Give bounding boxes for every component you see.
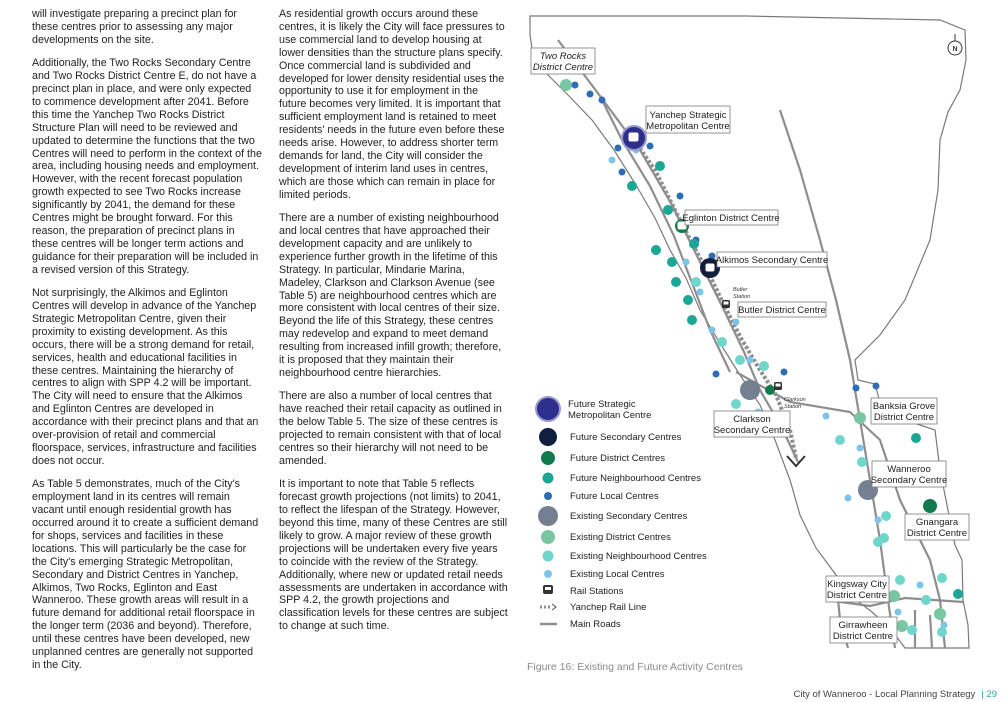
paragraph: As residential growth occurs around these centres, it is likely the City will face pressures to use commercial land to develop housing at lower densities than the structure plans specify. Once commercial land is subdivided and developed for lower density residential uses the opportunity to use it for employment in the future becomes very limited. It is important that sufficient employment land is retained to meet residents' needs in the future even before these needs arise. However, to address shorter term demands for land, the City will consider the development of interim land uses in centres, which are those which can remain in place for limited periods. — [279, 8, 505, 201]
activity-centres-map — [522, 10, 1002, 660]
legend-rail-stations — [543, 585, 624, 597]
svg-text:Future District Centres: Future District Centres — [570, 453, 666, 464]
svg-text:District Centre: District Centre — [532, 62, 594, 73]
legend-future-neighbourhood — [543, 473, 702, 485]
paragraph: There are a number of existing neighbourhood and local centres that have approached their development capacity and are unlikely to experience further growth in the lifetime of this Strategy. In particular, Mindarie Marina, Madeley, Clarkson and Clarkson Avenue (see Table 5) are neighbourhood centres which are more consistent with local centres of their size. Beyond the life of this Strategy, these centres may redevelop and expand to meet demand resulting from increased infill growth; therefore, it is proposed that they maintain their neighbourhood centre hierarchies. — [279, 212, 502, 379]
legend-existing-district — [541, 530, 671, 544]
paragraph: It is important to note that Table 5 reflects forecast growth projections (not limits) to 2041, to reflect the lifespan of the Strategy. However, beyond this time, many of these Centres are still likely to grow. A major review of these growth projections will be undertaken every five years to coincide with the review of the Strategy. Additionally, where new or updated retail needs assessments are undertaken in accordance with SPP 4.2, the growth projections and classification levels for these centres are subject to change at such time. — [279, 478, 508, 633]
svg-text:Future Secondary Centres: Future Secondary Centres — [570, 432, 682, 443]
legend-future-district — [541, 451, 665, 465]
svg-text:Rail Stations: Rail Stations — [570, 586, 624, 597]
svg-text:Girrawheen: Girrawheen — [838, 620, 888, 631]
svg-text:Kingsway City: Kingsway City — [827, 579, 887, 590]
svg-text:Butler District Centre: Butler District Centre — [738, 305, 826, 316]
svg-text:Clarkson: Clarkson — [733, 414, 771, 425]
map-legend — [536, 397, 707, 630]
svg-text:Future Local Centres: Future Local Centres — [570, 491, 659, 502]
page-number: | 29 — [981, 689, 997, 700]
text-column-right — [279, 8, 508, 644]
legend-main-roads — [540, 619, 621, 630]
svg-text:District Centre: District Centre — [832, 631, 894, 642]
footer-title: City of Wanneroo - Local Planning Strategy — [793, 689, 976, 700]
label-girrawheen — [830, 617, 897, 643]
svg-text:Future Strategic: Future Strategic — [568, 399, 636, 410]
station-label-butler — [733, 287, 750, 300]
svg-text:Station: Station — [733, 294, 751, 300]
legend-existing-local — [544, 569, 665, 580]
svg-text:Existing Secondary Centres: Existing Secondary Centres — [570, 511, 688, 522]
svg-text:Wanneroo: Wanneroo — [887, 464, 931, 475]
label-gnangara — [905, 514, 969, 540]
svg-text:Station: Station — [784, 404, 802, 410]
paragraph: There are also a number of local centres that have reached their retail capacity as outlined in the below Table 5. The size of these centres is projected to remain consistent with that of local centres so their hierarchy will not need to be amended. — [279, 390, 502, 467]
svg-text:Clarkson: Clarkson — [784, 397, 806, 403]
text-column-left — [32, 8, 262, 682]
svg-text:District Centre: District Centre — [826, 590, 888, 601]
svg-text:Existing Neighbourhood Centres: Existing Neighbourhood Centres — [570, 551, 707, 562]
label-banksia-grove — [871, 398, 937, 424]
svg-text:Existing Local Centres: Existing Local Centres — [570, 569, 665, 580]
north-arrow-icon — [948, 34, 962, 55]
svg-text:Existing District Centres: Existing District Centres — [570, 532, 671, 543]
paragraph: Not surprisingly, the Alkimos and Eglinton Centres will develop in advance of the Yanchep Strategic Metropolitan Centre, given their proximity to existing development. As this occurs, there will be a strong demand for retail, services, health and educational facilities in these centres. Maintaining the hierarchy of centres to align with SPP 4.2 will be important. The City will need to ensure that the Alkimos and Eglinton Centres are developed in accordance with their precinct plans and that an over-provision of retail and commercial floorspace, services, infrastructure and facilities does not occur. — [32, 287, 259, 467]
svg-text:Metropolitan Centre: Metropolitan Centre — [568, 410, 652, 421]
label-alkimos — [716, 252, 828, 267]
legend-future-secondary — [539, 428, 682, 446]
clarkson-station-icon — [774, 382, 782, 390]
butler-station-icon — [722, 300, 730, 308]
svg-text:Secondary Centre: Secondary Centre — [713, 425, 791, 436]
svg-text:District Centre: District Centre — [906, 528, 968, 539]
legend-future-local — [544, 491, 659, 502]
paragraph: As Table 5 demonstrates, much of the City's employment land in its centres will remain vacant until enough residential growth has occurred around it to create a sufficient demand for shops, services and facilities in these locations. This will particularly be the case for the City's emerging Strategic Metropolitan, Secondary and District Centres in Yanchep, Alkimos, Two Rocks, Eglinton and East Wanneroo. These growth areas will result in a future demand for additional retail floorspace in the longer term (2036 and beyond). Therefore, until these centres have been developed, new unplanned centres are generally not supported in the City. — [32, 478, 259, 671]
svg-text:Gnangara: Gnangara — [915, 517, 959, 528]
figure-caption: Figure 16: Existing and Future Activity Centres — [527, 661, 743, 673]
label-butler — [738, 302, 826, 317]
svg-text:Metropolitan Centre: Metropolitan Centre — [646, 121, 730, 132]
label-wanneroo — [871, 461, 948, 487]
svg-text:Eglinton District Centre: Eglinton District Centre — [682, 213, 780, 224]
legend-existing-neighbourhood — [543, 551, 708, 563]
page-footer — [793, 689, 997, 700]
label-two-rocks — [531, 48, 595, 74]
svg-text:Future Neighbourhood Centres: Future Neighbourhood Centres — [570, 473, 701, 484]
label-clarkson — [714, 411, 791, 437]
paragraph: will investigate preparing a precinct plan for these centres prior to assessing any major developments on the site. — [32, 8, 237, 46]
svg-text:Secondary Centre: Secondary Centre — [870, 475, 948, 486]
legend-existing-secondary — [538, 506, 687, 526]
legend-rail-line — [540, 602, 646, 613]
label-yanchep — [646, 106, 730, 133]
svg-text:Banksia Grove: Banksia Grove — [872, 401, 936, 412]
svg-text:Main Roads: Main Roads — [570, 619, 621, 630]
svg-text:Yanchep Rail Line: Yanchep Rail Line — [570, 602, 647, 613]
svg-text:Two Rocks: Two Rocks — [539, 51, 587, 62]
legend-future-strategic — [536, 397, 651, 421]
svg-text:District Centre: District Centre — [873, 412, 935, 423]
svg-text:Alkimos Secondary Centre: Alkimos Secondary Centre — [715, 255, 829, 266]
paragraph: Additionally, the Two Rocks Secondary Centre and Two Rocks District Centre E, do not have a precinct plan in place, and were only expected to commence development after 2041. Before this time the Yanchep Two Rocks District Structure Plan will need to be reviewed and updated to determine the functions that the two Centres will need to perform in the context of the area, including housing needs and employment. However, with the recent forecast population growth expected to see Two Rocks increase significantly by 2041, the demand for these Centres might be brought forward. For this reason, the preparation of precinct plans in these centres will be longer term actions and guidance for their preparation will be included in a revised version of this Strategy. — [32, 57, 262, 276]
label-eglinton — [682, 210, 779, 225]
svg-text:Butler: Butler — [733, 287, 748, 293]
svg-text:N: N — [952, 46, 958, 53]
svg-text:Yanchep Strategic: Yanchep Strategic — [649, 110, 727, 121]
label-kingsway — [826, 576, 889, 602]
